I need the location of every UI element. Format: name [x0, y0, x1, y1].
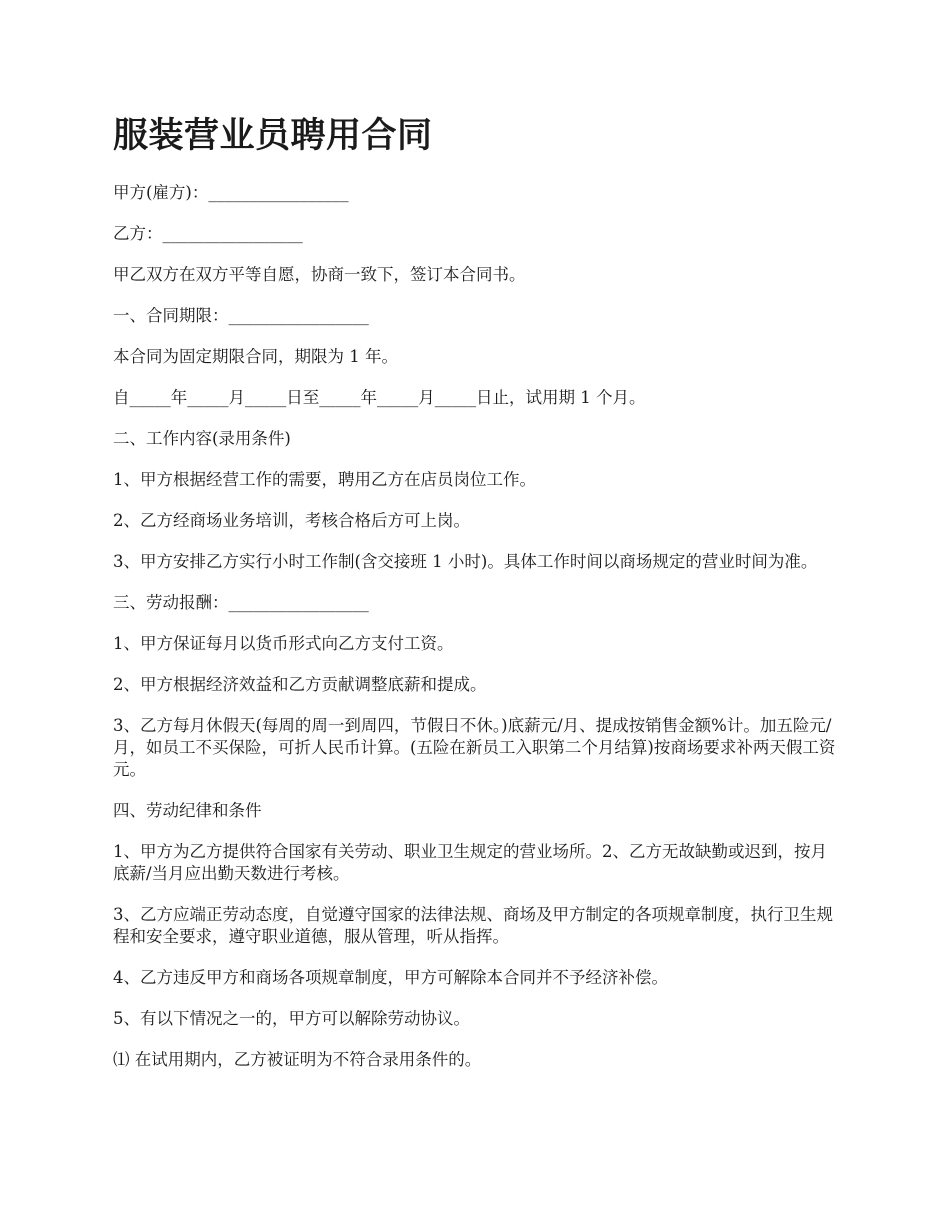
work-clause-2: 2、乙方经商场业务培训，考核合格后方可上岗。	[113, 511, 470, 530]
party-a-line: 甲方(雇方)：_________________	[113, 183, 349, 202]
pay-clause-1: 1、甲方保证每月以货币形式向乙方支付工资。	[113, 634, 454, 653]
discipline-clause-1: 1、甲方为乙方提供符合国家有关劳动、职业卫生规定的营业场所。2、乙方无故缺勤或迟到，按月底薪/当月应出勤天数进行考核。	[113, 842, 827, 883]
term-paragraph: 本合同为固定期限合同，期限为 1 年。	[113, 347, 398, 366]
discipline-clause-5: 5、有以下情况之一的，甲方可以解除劳动协议。	[113, 1009, 470, 1028]
pay-clause-3: 3、乙方每月休假天(每周的周一到周四，节假日不休。)底薪元/月、提成按销售金额%计。加五险元/月，如员工不买保险，可折人民币计算。(五险在新员工入职第二个月结算)按商场要求补两天假工资元。	[113, 716, 836, 779]
pay-clause-2: 2、甲方根据经济效益和乙方贡献调整底薪和提成。	[113, 675, 487, 694]
section-heading-discipline: 四、劳动纪律和条件	[113, 801, 262, 820]
intro-paragraph: 甲乙双方在双方平等自愿，协商一致下，签订本合同书。	[113, 265, 526, 284]
party-b-line: 乙方：_________________	[113, 224, 303, 243]
discipline-clause-3: 3、乙方应端正劳动态度，自觉遵守国家的法律法规、商场及甲方制定的各项规章制度，执行卫生规程和安全要求，遵守职业道德，服从管理，听从指挥。	[113, 905, 833, 946]
section-heading-pay: 三、劳动报酬：_________________	[113, 593, 369, 612]
document-title: 服装营业员聘用合同	[113, 116, 433, 156]
work-clause-1: 1、甲方根据经营工作的需要，聘用乙方在店员岗位工作。	[113, 470, 536, 489]
section-heading-work: 二、工作内容(录用条件)	[113, 429, 291, 448]
discipline-subclause-1: ⑴ 在试用期内，乙方被证明为不符合录用条件的。	[113, 1050, 482, 1069]
work-clause-3: 3、甲方安排乙方实行小时工作制(含交接班 1 小时)。具体工作时间以商场规定的营业时间为准。	[113, 552, 818, 571]
document-page	[113, 112, 843, 1090]
discipline-clause-4: 4、乙方违反甲方和商场各项规章制度，甲方可解除本合同并不予经济补偿。	[113, 968, 668, 987]
date-range-paragraph: 自_____年_____月_____日至_____年_____月_____日止，试用期 1 个月。	[113, 388, 646, 407]
section-heading-term: 一、合同期限：_________________	[113, 306, 369, 325]
